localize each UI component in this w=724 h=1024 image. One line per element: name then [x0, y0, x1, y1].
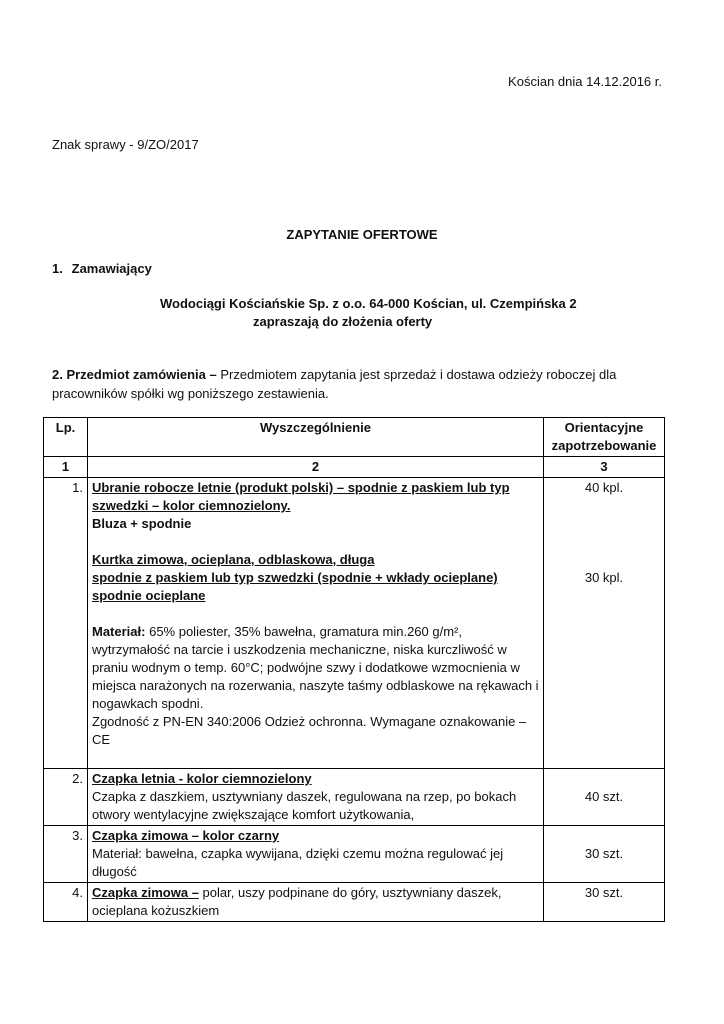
table-row	[44, 826, 665, 883]
table-row	[44, 883, 665, 922]
header-description: Wyszczególnienie	[88, 418, 544, 457]
row-2-description	[88, 769, 544, 826]
section-1-heading	[52, 261, 152, 276]
header-quantity-line-2: zapotrzebowanie	[551, 438, 657, 453]
header-quantity-line-1: Orientacyjne	[564, 420, 644, 435]
section-2-text: Przedmiotem zapytania jest sprzedaż i dostawa odzieży roboczej dla pracowników spółki wg poniższego zestawienia.	[52, 367, 617, 401]
invitation-line: zapraszają do złożenia oferty	[253, 314, 433, 329]
row-3-description	[88, 826, 544, 883]
items-table	[43, 417, 665, 922]
row-1-sub-1: Bluza + spodnie	[92, 516, 192, 531]
table-row	[44, 478, 665, 769]
row-1-qty-1: 40 kpl.	[584, 480, 624, 495]
row-1-title-2a: Kurtka zimowa, ocieplana, odblaskowa, długa	[92, 552, 375, 567]
row-1-material-text: 65% poliester, 35% bawełna, gramatura min.260 g/m², wytrzymałość na tarcie i uszkodzenia mechaniczne, niska kurczliwość w praniu wodnym o temp. 60°C; podwójne szwy i dodatkowe wzmocnienia w miejsca narażonych na rozerwania, naszyte taśmy odblaskowe na rękawach i nogawkach spodni.	[92, 624, 539, 711]
row-4-description	[88, 883, 544, 922]
section-2-paragraph	[52, 365, 652, 403]
column-number-1: 1	[44, 457, 88, 478]
row-1-qty-2: 30 kpl.	[584, 570, 624, 585]
case-number: Znak sprawy - 9/ZO/2017	[52, 137, 199, 152]
table-column-numbers-row	[44, 457, 665, 478]
row-1-lp: 1.	[44, 478, 88, 769]
row-1-quantities	[544, 478, 665, 769]
orderer-line: Wodociągi Kościańskie Sp. z o.o. 64-000 Kościan, ul. Czempińska 2	[160, 296, 577, 311]
row-1-material-label: Materiał:	[92, 624, 146, 639]
row-4-lp: 4.	[44, 883, 88, 922]
row-3-title: Czapka zimowa – kolor czarny	[92, 828, 280, 843]
row-1-title-2b: spodnie z paskiem lub typ szwedzki (spodnie + wkłady ocieplane)	[92, 570, 498, 585]
row-4-text: polar, uszy podpinane do góry, usztywniany daszek, ocieplana kożuszkiem	[92, 885, 502, 918]
row-4-title: Czapka zimowa –	[92, 885, 199, 900]
row-3-lp: 3.	[44, 826, 88, 883]
table-header-row	[44, 418, 665, 457]
row-2-text: Czapka z daszkiem, usztywniany daszek, regulowana na rzep, po bokach otwory wentylacyjne zwiększające komfort użytkowania,	[92, 789, 517, 822]
header-quantity	[544, 418, 665, 457]
row-1-title-2c: spodnie ocieplane	[92, 588, 206, 603]
document-date: Kościan dnia 14.12.2016 r.	[508, 74, 662, 89]
row-1-norm: Zgodność z PN-EN 340:2006 Odzież ochronna. Wymagane oznakowanie – CE	[92, 714, 527, 747]
header-lp: Lp.	[44, 418, 88, 457]
row-4-qty: 30 szt.	[544, 883, 665, 922]
row-3-qty: 30 szt.	[544, 826, 665, 883]
table-row	[44, 769, 665, 826]
row-2-lp: 2.	[44, 769, 88, 826]
row-2-title: Czapka letnia - kolor ciemnozielony	[92, 771, 312, 786]
column-number-2: 2	[88, 457, 544, 478]
column-number-3: 3	[544, 457, 665, 478]
section-2-label: 2. Przedmiot zamówienia –	[52, 367, 217, 382]
section-1-number: 1.	[52, 261, 63, 276]
row-1-description	[88, 478, 544, 769]
row-2-qty: 40 szt.	[544, 769, 665, 826]
row-1-material	[92, 623, 539, 713]
row-1-title-1: Ubranie robocze letnie (produkt polski) – spodnie z paskiem lub typ szwedzki – kolor ciemnozielony.	[92, 480, 510, 513]
document-title: ZAPYTANIE OFERTOWE	[286, 227, 438, 242]
row-3-text: Materiał: bawełna, czapka wywijana, dzięki czemu można regulować jej długość	[92, 846, 504, 879]
section-1-label: Zamawiający	[71, 261, 152, 276]
